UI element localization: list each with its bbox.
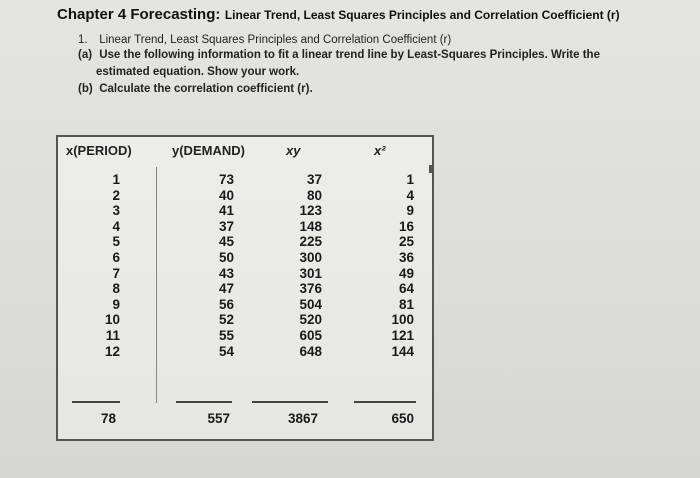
column-xy-values (262, 172, 322, 359)
cell-x-squared: 36 (398, 249, 414, 265)
question-a-label: (a) (78, 49, 93, 61)
cell-y: 52 (218, 312, 234, 328)
column-y-values (174, 172, 234, 359)
cell-x-squared: 25 (398, 234, 414, 250)
cell-y: 45 (218, 234, 234, 250)
cell-xy: 376 (299, 281, 322, 297)
cell-y: 41 (218, 203, 234, 219)
question-1-text: Linear Trend, Least Squares Principles and Correlation Coefficient (r) (99, 34, 452, 46)
cell-xy: 605 (299, 327, 322, 343)
cell-x-squared: 16 (398, 218, 414, 234)
question-1-number: 1. (78, 34, 88, 46)
column-x-squared-values (354, 172, 414, 359)
question-1 (78, 34, 451, 46)
chapter-title: Chapter 4 Forecasting: (57, 6, 221, 23)
question-b-label: (b) (78, 83, 93, 95)
cell-x: 9 (112, 296, 120, 312)
cell-x: 11 (105, 327, 120, 343)
cell-x: 4 (112, 218, 120, 234)
cell-x: 7 (112, 265, 120, 281)
cell-y: 54 (218, 343, 234, 359)
cell-y: 47 (218, 281, 234, 297)
cell-x: 1 (112, 172, 120, 187)
total-underline-x (72, 401, 120, 403)
cell-x-squared: 144 (391, 343, 414, 359)
cell-x: 3 (112, 203, 120, 219)
total-underline-xy (252, 401, 328, 403)
cell-x-squared: 9 (406, 203, 414, 219)
total-x: 78 (100, 411, 116, 426)
cell-x-squared: 49 (398, 265, 414, 281)
column-x-values (60, 172, 120, 359)
cell-xy: 504 (299, 296, 322, 312)
cell-y: 73 (218, 172, 234, 187)
cell-x: 6 (112, 249, 120, 265)
cell-xy: 648 (299, 343, 322, 359)
cell-xy: 148 (299, 218, 322, 234)
cell-y: 43 (218, 265, 234, 281)
cell-x: 10 (104, 312, 120, 328)
header-x-period: x(PERIOD) (66, 143, 132, 158)
total-underline-x-squared (354, 401, 416, 403)
total-xy: 3867 (287, 411, 318, 426)
cell-x-squared: 64 (398, 281, 414, 297)
cell-xy: 520 (299, 312, 322, 328)
cell-xy: 80 (306, 187, 322, 203)
cell-x-squared: 121 (391, 327, 414, 343)
header-x-squared: x² (374, 143, 386, 158)
cell-x: 2 (112, 187, 120, 203)
column-divider-1 (156, 167, 157, 403)
header-y-demand: y(DEMAND) (172, 143, 245, 158)
cell-x-squared: 1 (406, 172, 414, 187)
cell-xy: 301 (299, 265, 322, 281)
question-b-text: Calculate the correlation coefficient (r). (99, 83, 313, 95)
cell-x: 5 (112, 234, 120, 250)
cell-xy: 37 (306, 172, 322, 187)
cell-y: 50 (218, 249, 234, 265)
cell-xy: 300 (299, 249, 322, 265)
cell-x: 8 (112, 281, 120, 297)
chapter-subtitle: Linear Trend, Least Squares Principles and Correlation Coefficient (r) (224, 8, 620, 22)
cell-x-squared: 100 (391, 312, 414, 328)
question-a-text-line2: estimated equation. Show your work. (96, 66, 300, 78)
total-x-squared: 650 (391, 411, 414, 426)
cell-x-squared: 4 (406, 187, 414, 203)
data-table (56, 135, 434, 441)
page-header (57, 6, 620, 24)
cell-y: 40 (218, 187, 234, 203)
question-b (78, 83, 313, 95)
question-a-text-line1: Use the following information to fit a linear trend line by Least-Squares Principles. Write the (99, 49, 600, 61)
cell-x: 12 (104, 343, 120, 359)
cell-y: 56 (218, 296, 234, 312)
header-xy: xy (286, 143, 301, 158)
total-underline-y (176, 401, 232, 403)
cell-xy: 123 (299, 203, 322, 219)
cell-x-squared: 81 (398, 296, 414, 312)
margin-mark (429, 165, 433, 173)
cell-xy: 225 (299, 234, 322, 250)
cell-y: 55 (218, 327, 234, 343)
total-y: 557 (207, 411, 230, 426)
cell-y: 37 (218, 218, 234, 234)
question-a (78, 49, 600, 61)
